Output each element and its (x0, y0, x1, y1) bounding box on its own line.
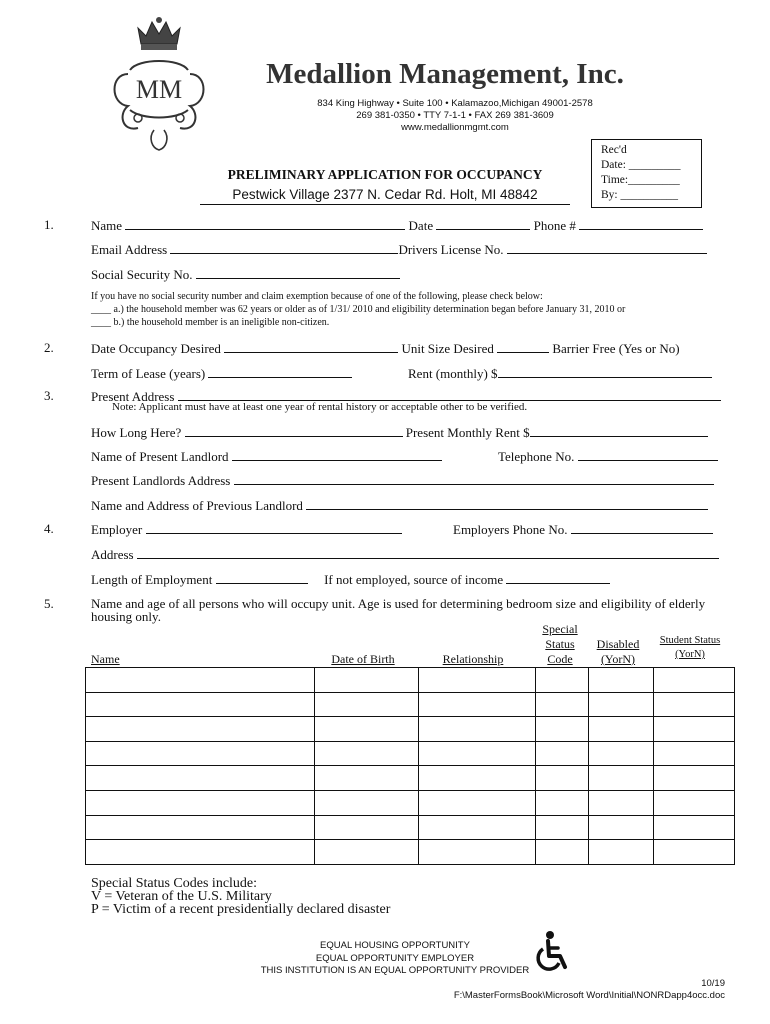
cell-name[interactable] (86, 668, 315, 693)
drivers-license-field[interactable] (507, 241, 707, 254)
employer-label: Employer (91, 522, 143, 537)
col-special-1: Special (542, 622, 578, 636)
company-address: 834 King Highway • Suite 100 • Kalamazoo,Michigan 49001-2578 (317, 98, 593, 109)
drivers-license-label: Drivers License No. (398, 242, 504, 257)
status-code-p: P = Victim of a recent presidentially declared disaster (91, 902, 391, 917)
telephone-field[interactable] (578, 448, 718, 461)
present-address-field[interactable] (178, 388, 721, 401)
section-3-number: 3. (44, 388, 54, 403)
cell-dob[interactable] (315, 692, 419, 717)
name-label: Name (91, 218, 123, 233)
cell-student-status[interactable] (654, 717, 735, 742)
how-long-label: How Long Here? (91, 425, 182, 440)
email-row (91, 241, 707, 258)
cell-special-status[interactable] (536, 668, 589, 693)
rent-label: Rent (monthly) $ (408, 366, 498, 381)
exemption-intro: If you have no social security number and claim exemption because of one of the following, please check below: (91, 291, 543, 302)
file-path: F:\MasterFormsBook\Microsoft Word\Initial\NONRDapp4occ.doc (453, 990, 725, 1001)
cell-relationship[interactable] (419, 840, 536, 865)
col-dob: Date of Birth (331, 652, 395, 666)
date-label: Date (408, 218, 434, 233)
form-version: 10/19 (701, 978, 725, 989)
cell-dob[interactable] (315, 717, 419, 742)
household-row (86, 717, 735, 742)
cell-dob[interactable] (315, 668, 419, 693)
household-instructions: Name and age of all persons who will occupy unit. Age is used for determining bedroom size and eligibility of elderly (91, 596, 706, 611)
cell-dob[interactable] (315, 790, 419, 815)
phone-field[interactable] (579, 217, 703, 230)
received-time: Time:_________ (601, 174, 680, 186)
cell-disabled[interactable] (589, 717, 654, 742)
employer-row (91, 521, 402, 538)
wheelchair-icon (532, 930, 572, 977)
cell-name[interactable] (86, 717, 315, 742)
exemption-option-a[interactable]: ____ a.) the household member was 62 years or older as of 1/31/ 2010 and eligibility determination began before January 31, 2010 or (91, 304, 626, 315)
ssn-row (91, 266, 400, 283)
present-rent-field[interactable] (530, 424, 708, 437)
col-disabled-1: Disabled (596, 637, 640, 651)
telephone-label: Telephone No. (498, 449, 575, 464)
property-address: Pestwick Village 2377 N. Cedar Rd. Holt, MI 48842 (200, 187, 570, 205)
logo-monogram: MM (135, 75, 183, 104)
household-row (86, 815, 735, 840)
col-special-3: Code (547, 652, 573, 666)
term-field[interactable] (208, 365, 352, 378)
col-relationship: Relationship (442, 652, 504, 666)
date-desired-label: Date Occupancy Desired (91, 341, 221, 356)
cell-disabled[interactable] (589, 692, 654, 717)
cell-dob[interactable] (315, 815, 419, 840)
cell-special-status[interactable] (536, 692, 589, 717)
date-desired-field[interactable] (224, 340, 398, 353)
section-5-number: 5. (44, 596, 54, 611)
section-1-number: 1. (44, 217, 54, 232)
employment-length-field[interactable] (216, 571, 308, 584)
cell-disabled[interactable] (589, 741, 654, 766)
cell-relationship[interactable] (419, 692, 536, 717)
status-codes-heading: Special Status Codes include: (91, 876, 258, 891)
how-long-field[interactable] (185, 424, 403, 437)
received-date: Date: _________ (601, 159, 681, 171)
phone-label: Phone # (533, 218, 576, 233)
previous-landlord-label: Name and Address of Previous Landlord (91, 498, 303, 513)
present-address-label: Present Address (91, 389, 175, 404)
cell-name[interactable] (86, 692, 315, 717)
cell-relationship[interactable] (419, 815, 536, 840)
landlord-address-field[interactable] (234, 472, 714, 485)
email-field[interactable] (170, 241, 398, 254)
cell-dob[interactable] (315, 741, 419, 766)
section-2-number: 2. (44, 340, 54, 355)
cell-student-status[interactable] (654, 840, 735, 865)
cell-student-status[interactable] (654, 668, 735, 693)
present-rent-label: Present Monthly Rent $ (405, 425, 530, 440)
cell-relationship[interactable] (419, 790, 536, 815)
ssn-field[interactable] (196, 266, 400, 279)
household-row (86, 840, 735, 865)
cell-student-status[interactable] (654, 790, 735, 815)
employer-address-label: Address (91, 547, 134, 562)
col-student-1: Student Status (659, 635, 721, 646)
cell-name[interactable] (86, 766, 315, 791)
cell-student-status[interactable] (654, 766, 735, 791)
company-name: Medallion Management, Inc. (266, 58, 624, 90)
email-label: Email Address (91, 242, 168, 257)
equal-housing: EQUAL HOUSING OPPORTUNITY (320, 940, 470, 951)
employer-address-field[interactable] (137, 546, 719, 559)
employer-field[interactable] (146, 521, 402, 534)
cell-disabled[interactable] (589, 790, 654, 815)
barrier-free-label: Barrier Free (Yes or No) (552, 341, 680, 356)
landlord-address-label: Present Landlords Address (91, 473, 231, 488)
equal-opportunity-statement (220, 940, 570, 978)
ssn-label: Social Security No. (91, 267, 193, 282)
name-field[interactable] (125, 217, 405, 230)
occupancy-row (91, 340, 680, 357)
employer-address-row (91, 546, 719, 563)
cell-special-status[interactable] (536, 815, 589, 840)
employer-phone-field[interactable] (571, 521, 713, 534)
col-name: Name (91, 652, 120, 666)
cell-name[interactable] (86, 741, 315, 766)
cell-disabled[interactable] (589, 668, 654, 693)
unit-size-field[interactable] (497, 340, 549, 353)
cell-name[interactable] (86, 840, 315, 865)
col-student-2: (YorN) (675, 649, 705, 660)
company-website: www.medallionmgmt.com (401, 122, 509, 133)
section-4-number: 4. (44, 521, 54, 536)
landlord-name-label: Name of Present Landlord (91, 449, 229, 464)
employer-phone-row (453, 521, 713, 538)
cell-relationship[interactable] (419, 668, 536, 693)
rent-field[interactable] (498, 365, 712, 378)
cell-name[interactable] (86, 815, 315, 840)
equal-employer: EQUAL OPPORTUNITY EMPLOYER (315, 952, 475, 964)
name-row (91, 217, 703, 234)
col-disabled-2: (YorN) (600, 652, 636, 666)
cell-dob[interactable] (315, 766, 419, 791)
cell-name[interactable] (86, 790, 315, 815)
cell-student-status[interactable] (654, 815, 735, 840)
cell-special-status[interactable] (536, 840, 589, 865)
company-logo (108, 14, 210, 156)
form-title: PRELIMINARY APPLICATION FOR OCCUPANCY (227, 167, 543, 182)
household-row (86, 692, 735, 717)
employment-length-label: Length of Employment (91, 572, 213, 587)
received-box (591, 139, 702, 208)
landlord-address-row (91, 472, 714, 489)
cell-special-status[interactable] (536, 766, 589, 791)
previous-landlord-row (91, 497, 708, 514)
equal-provider: THIS INSTITUTION IS AN EQUAL OPPORTUNITY PROVIDER (260, 965, 530, 976)
telephone-row (498, 448, 718, 465)
cell-relationship[interactable] (419, 766, 536, 791)
term-label: Term of Lease (years) (91, 366, 206, 381)
crown-monogram-icon (108, 14, 210, 156)
how-long-row (91, 424, 708, 441)
employment-length-row (91, 571, 610, 588)
rental-history-note: Note: Applicant must have at least one year of rental history or acceptable other to be verified. (112, 401, 528, 413)
income-source-label: If not employed, source of income (324, 572, 504, 587)
status-code-v: V = Veteran of the U.S. Military (91, 889, 272, 904)
landlord-name-field[interactable] (232, 448, 442, 461)
company-phone: 269 381-0350 • TTY 7-1-1 • FAX 269 381-3609 (356, 110, 554, 121)
cell-relationship[interactable] (419, 717, 536, 742)
cell-disabled[interactable] (589, 815, 654, 840)
household-row (86, 790, 735, 815)
household-table (85, 667, 735, 865)
cell-special-status[interactable] (536, 790, 589, 815)
landlord-row (91, 448, 442, 465)
cell-student-status[interactable] (654, 741, 735, 766)
lease-row (91, 365, 352, 382)
income-source-field[interactable] (506, 571, 610, 584)
household-row (86, 766, 735, 791)
cell-disabled[interactable] (589, 840, 654, 865)
received-title: Rec'd (601, 144, 627, 156)
cell-relationship[interactable] (419, 741, 536, 766)
exemption-option-b[interactable]: ____ b.) the household member is an ineligible non-citizen. (91, 317, 330, 328)
status-codes (91, 877, 390, 916)
cell-dob[interactable] (315, 840, 419, 865)
cell-special-status[interactable] (536, 741, 589, 766)
received-by: By: __________ (601, 189, 678, 201)
household-row (86, 741, 735, 766)
cell-special-status[interactable] (536, 717, 589, 742)
employer-phone-label: Employers Phone No. (453, 522, 568, 537)
date-field[interactable] (436, 217, 530, 230)
rent-row (408, 365, 712, 382)
household-instructions-cont: housing only. (91, 609, 161, 624)
col-special-2: Status (545, 637, 575, 651)
previous-landlord-field[interactable] (306, 497, 708, 510)
unit-size-label: Unit Size Desired (401, 341, 494, 356)
household-row (86, 668, 735, 693)
cell-student-status[interactable] (654, 692, 735, 717)
cell-disabled[interactable] (589, 766, 654, 791)
